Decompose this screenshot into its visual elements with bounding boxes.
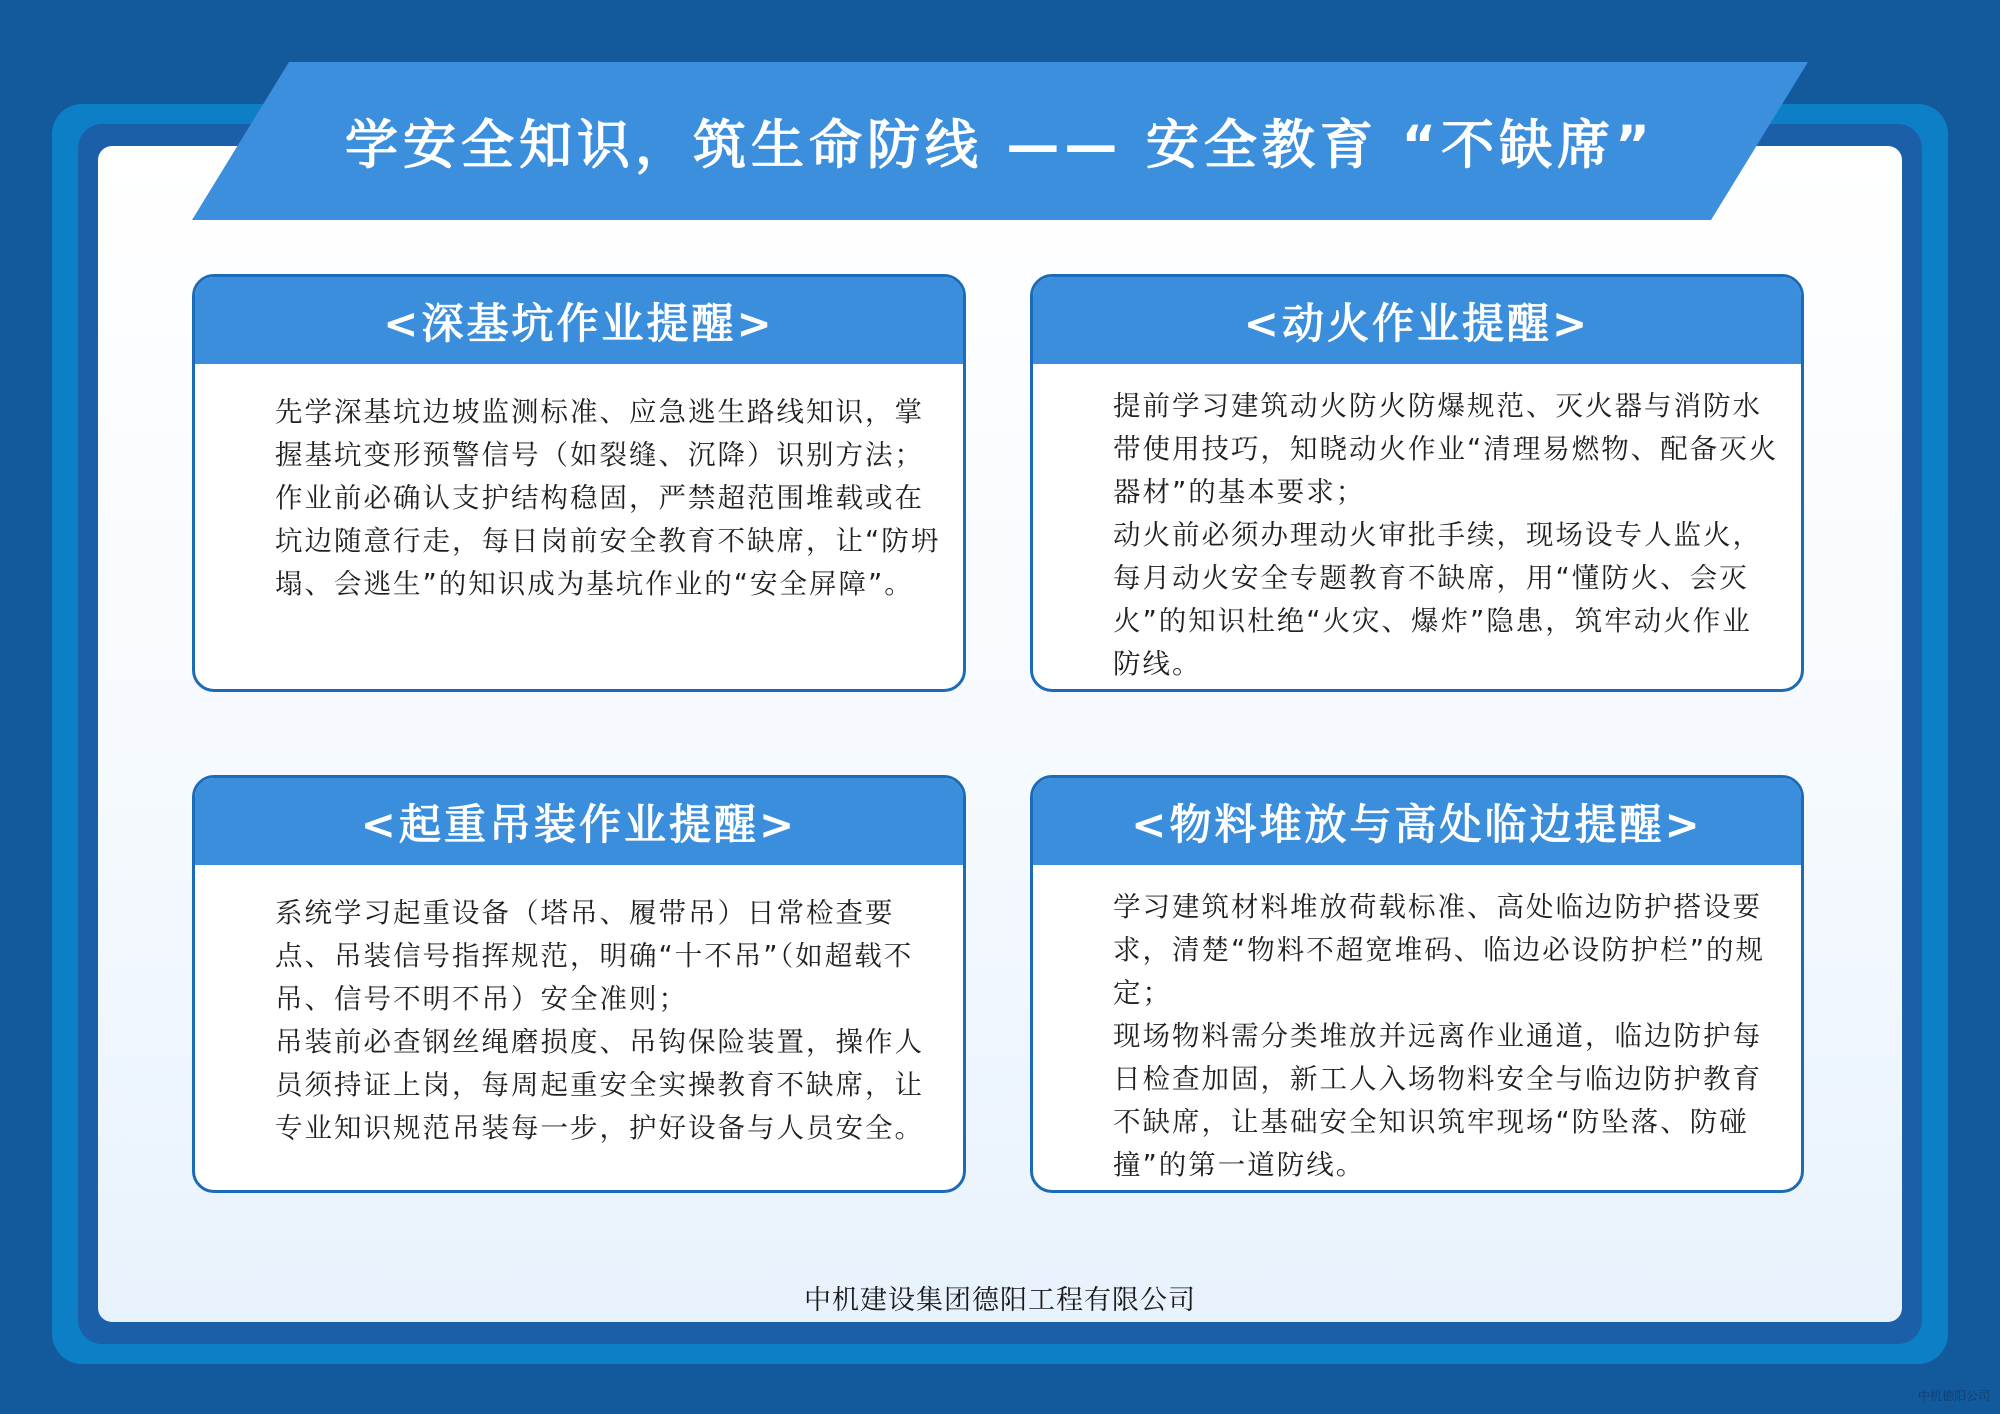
card-paragraph: 系统学习起重设备（塔吊、履带吊）日常检查要点、吊装信号指挥规范，明确“十不吊”（如超载不吊、信号不明不吊）安全准则； <box>275 897 914 1015</box>
card-body <box>1113 886 1779 1187</box>
card-paragraph: 现场物料需分类堆放并远离作业通道，临边防护每日检查加固，新工人入场物料安全与临边防护教育不缺席，让基础安全知识筑牢现场“防坠落、防碰撞”的第一道防线。 <box>1113 1020 1762 1181</box>
card-title: <深基坑作业提醒> <box>195 277 963 364</box>
card-paragraph: 吊装前必查钢丝绳磨损度、吊钩保险装置，操作人员须持证上岗，每周起重安全实操教育不缺席，让专业知识规范吊装每一步，护好设备与人员安全。 <box>275 1026 924 1144</box>
page-title: 学安全知识，筑生命防线 —— 安全教育 “不缺席” <box>344 115 1656 176</box>
card-paragraph: 动火前必须办理动火审批手续，现场设专人监火，每月动火安全专题教育不缺席，用“懂防火、会灭火”的知识杜绝“火灾、爆炸”隐患，筑牢动火作业防线。 <box>1113 519 1762 680</box>
card-body <box>275 892 941 1150</box>
card-paragraph: 先学深基坑边坡监测标准、应急逃生路线知识，掌握基坑变形预警信号（如裂缝、沉降）识别方法； <box>275 396 924 471</box>
card-title: <物料堆放与高处临边提醒> <box>1033 778 1801 865</box>
card-title: <起重吊装作业提醒> <box>195 778 963 865</box>
card-body <box>1113 385 1779 686</box>
company-name: 中机建设集团德阳工程有限公司 <box>804 1285 1196 1316</box>
watermark-text: 中机德阳公司 <box>1917 1389 1990 1403</box>
card-material-stacking-edge <box>1030 775 1804 1193</box>
card-hot-work <box>1030 274 1804 692</box>
card-paragraph: 提前学习建筑动火防火防爆规范、灭火器与消防水带使用技巧，知晓动火作业“清理易燃物、配备灭火器材”的基本要求； <box>1113 390 1779 508</box>
card-deep-foundation-pit <box>192 274 966 692</box>
card-paragraph: 学习建筑材料堆放荷载标准、高处临边防护搭设要求，清楚“物料不超宽堆码、临边必设防护栏”的规定； <box>1113 891 1765 1009</box>
card-lifting-operation <box>192 775 966 1193</box>
card-body <box>275 391 941 606</box>
card-paragraph: 作业前必确认支护结构稳固，严禁超范围堆载或在坑边随意行走，每日岗前安全教育不缺席，让“防坍塌、会逃生”的知识成为基坑作业的“安全屏障”。 <box>275 482 941 600</box>
card-title: <动火作业提醒> <box>1033 277 1801 364</box>
